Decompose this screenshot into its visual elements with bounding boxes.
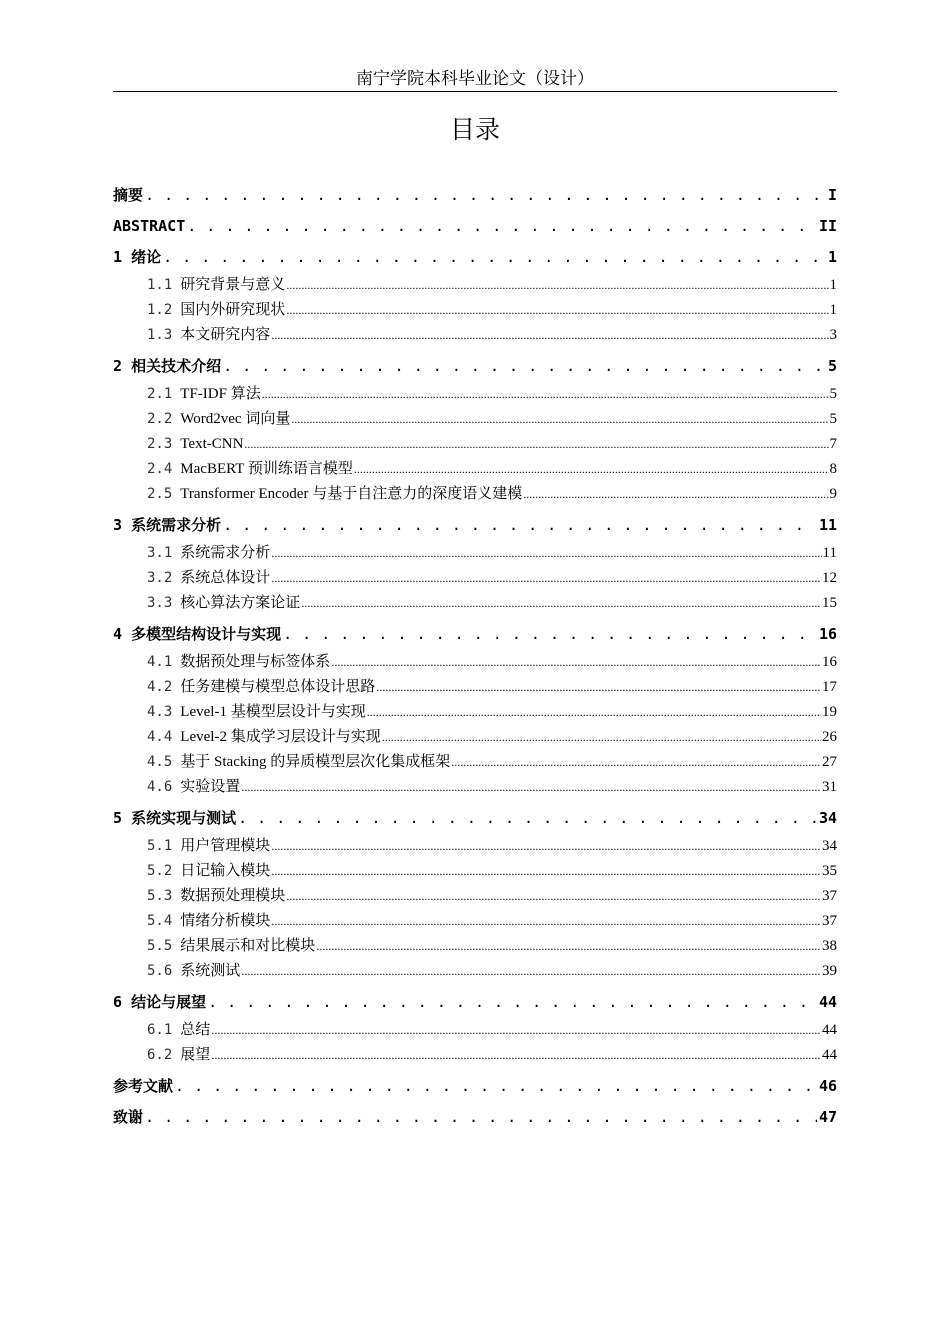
dot-leader [382, 725, 821, 750]
toc-page-number: 27 [822, 754, 837, 770]
toc-section-number: 6.2 [147, 1047, 173, 1063]
toc-page-number: 38 [822, 938, 837, 954]
toc-entry-title: Transformer Encoder 与基于自注意力的深度语义建模 [180, 486, 523, 502]
toc-entry-title: 数据预处理与标签体系 [180, 654, 331, 670]
toc-entry-title: 数据预处理模块 [180, 888, 286, 904]
toc-section-entry[interactable] [113, 482, 837, 507]
toc-section-entry[interactable] [113, 457, 837, 482]
toc-page-number: 15 [822, 595, 837, 611]
toc-page-number: 7 [829, 436, 837, 452]
dot-leader [238, 803, 817, 834]
toc-entry-title [113, 242, 161, 273]
toc-entry-title: 研究背景与意义 [180, 277, 286, 293]
dot-leader [241, 959, 821, 984]
dot-leader [244, 432, 828, 457]
toc-entry-title: 用户管理模块 [180, 838, 271, 854]
dot-leader [211, 1043, 821, 1068]
toc-page-number: 8 [829, 461, 837, 477]
toc-section-entry[interactable] [113, 775, 837, 800]
toc-page-number: 3 [829, 327, 837, 343]
dot-leader [316, 934, 821, 959]
toc-page-number: 19 [822, 704, 837, 720]
dot-leader [286, 884, 821, 909]
dot-leader [283, 619, 817, 650]
toc-page-number: 44 [818, 993, 837, 1011]
toc-section-number: 3.1 [147, 545, 173, 561]
toc-chapter-entry[interactable] [113, 351, 837, 382]
running-header: 南宁学院本科毕业论文（设计） [356, 69, 594, 89]
toc-entry-title: 本文研究内容 [180, 327, 271, 343]
toc-section-entry[interactable] [113, 725, 837, 750]
dot-leader [286, 273, 828, 298]
toc-section-entry[interactable] [113, 934, 837, 959]
toc-page-number: 35 [822, 863, 837, 879]
toc-entry-title: Level-2 集成学习层设计与实现 [180, 729, 381, 745]
toc-chapter-entry[interactable] [113, 1071, 837, 1102]
toc-section-number: 4.2 [147, 679, 173, 695]
dot-leader [271, 909, 821, 934]
dot-leader [271, 859, 821, 884]
toc-page-number: 47 [818, 1108, 837, 1126]
toc-page-number: 1 [829, 302, 837, 318]
toc-page-number: 39 [822, 963, 837, 979]
toc-entry-title: Text-CNN [180, 436, 244, 452]
toc-section-entry[interactable] [113, 834, 837, 859]
toc-entry-title [113, 619, 281, 650]
toc-chapter-number: 1 [113, 248, 123, 266]
toc-page-number: 46 [818, 1077, 837, 1095]
toc-page-number: 5 [827, 357, 837, 375]
toc-entry-title [113, 803, 236, 834]
toc-section-entry[interactable] [113, 566, 837, 591]
dot-leader [223, 510, 817, 541]
toc-entry-title [113, 510, 221, 541]
toc-chapter-entry[interactable] [113, 180, 837, 211]
toc-section-entry[interactable] [113, 650, 837, 675]
toc-chapter-entry[interactable] [113, 1102, 837, 1133]
toc-section-number: 5.3 [147, 888, 173, 904]
toc-section-entry[interactable] [113, 959, 837, 984]
toc-entry-title: 实验设置 [180, 779, 241, 795]
dot-leader [211, 1018, 821, 1043]
toc-page-number: 17 [822, 679, 837, 695]
dot-leader [301, 591, 821, 616]
toc-section-number: 2.2 [147, 411, 173, 427]
toc-page-number: 26 [822, 729, 837, 745]
toc-chapter-number: 2 [113, 357, 123, 375]
toc-section-number: 1.1 [147, 277, 173, 293]
dot-leader [291, 407, 828, 432]
toc-chapter-number: 6 [113, 993, 123, 1011]
dot-leader [271, 834, 821, 859]
dot-leader [223, 351, 826, 382]
toc-chapter-title: 多模型结构设计与实现 [131, 625, 282, 643]
toc-entry-title: 摘要 [113, 186, 144, 204]
toc-section-number: 2.1 [147, 386, 173, 402]
toc-chapter-number: 4 [113, 625, 123, 643]
dot-leader [331, 650, 821, 675]
toc-entry-title: 致谢 [113, 1108, 144, 1126]
toc-entry-title: 任务建模与模型总体设计思路 [180, 679, 376, 695]
toc-entry-title: 情绪分析模块 [180, 913, 271, 929]
header-rule [113, 91, 837, 92]
toc-page-number: 1 [829, 277, 837, 293]
toc-page-number: 31 [822, 779, 837, 795]
dot-leader [523, 482, 828, 507]
toc-section-entry[interactable] [113, 750, 837, 775]
toc-section-number: 5.1 [147, 838, 173, 854]
toc-section-entry[interactable] [113, 675, 837, 700]
toc-section-entry[interactable] [113, 273, 837, 298]
toc-entry-title: ABSTRACT [113, 217, 186, 235]
toc-entry-title: 基于 Stacking 的异质模型层次化集成框架 [180, 754, 451, 770]
toc-section-number: 4.3 [147, 704, 173, 720]
toc-entry-title: TF-IDF 算法 [180, 386, 261, 402]
toc-section-entry[interactable] [113, 909, 837, 934]
toc-section-number: 6.1 [147, 1022, 173, 1038]
toc-page-number: I [827, 186, 837, 204]
toc-section-entry[interactable] [113, 323, 837, 348]
toc-section-entry[interactable] [113, 432, 837, 457]
toc-section-number: 5.5 [147, 938, 173, 954]
toc-section-number: 2.3 [147, 436, 173, 452]
toc-entry-title: 系统总体设计 [180, 570, 271, 586]
toc-page-number: 37 [822, 888, 837, 904]
toc-page-number: 37 [822, 913, 837, 929]
toc-entry-title: 日记输入模块 [180, 863, 271, 879]
dot-leader [208, 987, 817, 1018]
toc-entry-title: Word2vec 词向量 [180, 411, 291, 427]
toc-section-number: 5.6 [147, 963, 173, 979]
toc-page-number: 44 [822, 1022, 837, 1038]
dot-leader [145, 180, 826, 211]
toc-entry-title: 总结 [180, 1022, 211, 1038]
toc-section-number: 4.5 [147, 754, 173, 770]
toc-section-number: 5.4 [147, 913, 173, 929]
toc-section-number: 2.4 [147, 461, 173, 477]
toc-chapter-entry[interactable] [113, 211, 837, 242]
toc-section-entry[interactable] [113, 382, 837, 407]
toc-page-number: 16 [818, 625, 837, 643]
toc-chapter-number: 5 [113, 809, 123, 827]
dot-leader [145, 1102, 817, 1133]
toc-section-entry[interactable] [113, 541, 837, 566]
toc-page-number: II [818, 217, 837, 235]
dot-leader [241, 775, 821, 800]
toc-chapter-title: 系统需求分析 [131, 516, 222, 534]
dot-leader [376, 675, 821, 700]
dot-leader [286, 298, 828, 323]
toc-chapter-title: 绪论 [131, 248, 162, 266]
dot-leader [175, 1071, 817, 1102]
toc-section-number: 4.4 [147, 729, 173, 745]
toc-section-number: 1.2 [147, 302, 173, 318]
toc-chapter-entry[interactable] [113, 510, 837, 541]
toc-page-number: 5 [829, 411, 837, 427]
toc-section-number: 4.6 [147, 779, 173, 795]
dot-leader [271, 323, 828, 348]
toc-page-number: 44 [822, 1047, 837, 1063]
dot-leader [271, 541, 821, 566]
toc-entry-title: Level-1 基模型层设计与实现 [180, 704, 366, 720]
toc-entry-title: MacBERT 预训练语言模型 [180, 461, 353, 477]
toc-entry-title: 系统需求分析 [180, 545, 271, 561]
toc-entry-title: 结果展示和对比模块 [180, 938, 316, 954]
toc-entry-title: 系统测试 [180, 963, 241, 979]
toc-page-number: 34 [818, 809, 837, 827]
toc-page-number: 1 [827, 248, 837, 266]
toc-chapter-entry[interactable] [113, 242, 837, 273]
toc-section-entry[interactable] [113, 407, 837, 432]
toc-chapter-title: 系统实现与测试 [131, 809, 237, 827]
dot-leader [262, 382, 829, 407]
toc-section-entry[interactable] [113, 884, 837, 909]
toc-section-entry[interactable] [113, 298, 837, 323]
toc-chapter-title: 相关技术介绍 [131, 357, 222, 375]
toc-section-number: 3.3 [147, 595, 173, 611]
toc-entry-title [113, 987, 206, 1018]
dot-leader [187, 211, 817, 242]
toc-section-number: 3.2 [147, 570, 173, 586]
toc-page-number: 11 [822, 545, 837, 561]
toc-entry-title: 核心算法方案论证 [180, 595, 301, 611]
toc-title: 目录 [449, 115, 500, 144]
toc-chapter-title: 结论与展望 [131, 993, 207, 1011]
toc-section-entry[interactable] [113, 1018, 837, 1043]
toc-section-number: 4.1 [147, 654, 173, 670]
toc-chapter-entry[interactable] [113, 987, 837, 1018]
dot-leader [271, 566, 821, 591]
toc-page-number: 12 [822, 570, 837, 586]
toc-section-number: 1.3 [147, 327, 173, 343]
toc-page-number: 11 [818, 516, 837, 534]
toc-chapter-number: 3 [113, 516, 123, 534]
toc-section-number: 5.2 [147, 863, 173, 879]
toc-section-entry[interactable] [113, 591, 837, 616]
toc-page-number: 5 [829, 386, 837, 402]
table-of-contents [113, 180, 837, 1133]
toc-page-number: 9 [829, 486, 837, 502]
dot-leader [367, 700, 821, 725]
toc-section-entry[interactable] [113, 859, 837, 884]
toc-section-entry[interactable] [113, 1043, 837, 1068]
dot-leader [163, 242, 826, 273]
toc-section-number: 2.5 [147, 486, 173, 502]
toc-entry-title [113, 351, 221, 382]
dot-leader [451, 750, 821, 775]
toc-entry-title: 参考文献 [113, 1077, 174, 1095]
toc-section-entry[interactable] [113, 700, 837, 725]
toc-entry-title: 展望 [180, 1047, 211, 1063]
toc-chapter-entry[interactable] [113, 619, 837, 650]
toc-entry-title: 国内外研究现状 [180, 302, 286, 318]
toc-chapter-entry[interactable] [113, 803, 837, 834]
dot-leader [354, 457, 829, 482]
toc-page-number: 34 [822, 838, 837, 854]
toc-page-number: 16 [822, 654, 837, 670]
